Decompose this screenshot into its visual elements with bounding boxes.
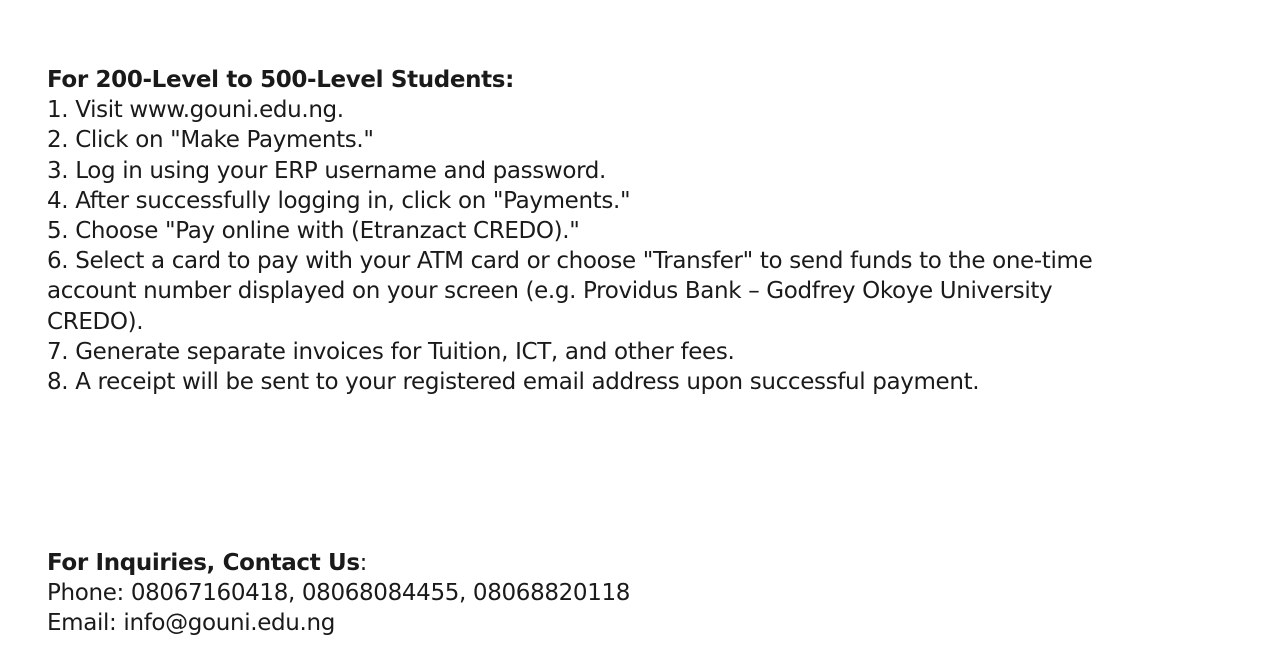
contact-heading: [47, 548, 1117, 578]
step-item: 5. Choose "Pay online with (Etranzact CREDO).": [47, 218, 580, 245]
step-item: 2. Click on "Make Payments.": [47, 127, 374, 154]
step-item: 7. Generate separate invoices for Tuition, ICT, and other fees.: [47, 338, 735, 365]
step-item: 6. Select a card to pay with your ATM card or choose "Transfer" to send funds to the one-time account number displayed on your screen (e.g. Providus Bank – Godfrey Okoye University CREDO).: [47, 248, 1093, 335]
step-item: 8. A receipt will be sent to your registered email address upon successful payment.: [47, 369, 980, 396]
contact-email: Email: info@gouni.edu.ng: [47, 610, 335, 637]
payment-steps-section: [47, 65, 1117, 397]
steps-heading: For 200-Level to 500-Level Students:: [47, 67, 514, 93]
contact-section: [47, 548, 1117, 639]
step-item: 1. Visit www.gouni.edu.ng.: [47, 97, 344, 124]
contact-heading-text: For Inquiries, Contact Us: [47, 550, 360, 576]
step-item: 4. After successfully logging in, click on "Payments.": [47, 187, 631, 214]
contact-heading-colon: :: [359, 550, 368, 576]
contact-phone: Phone: 08067160418, 08068084455, 08068820118: [47, 580, 631, 607]
step-item: 3. Log in using your ERP username and password.: [47, 157, 607, 184]
